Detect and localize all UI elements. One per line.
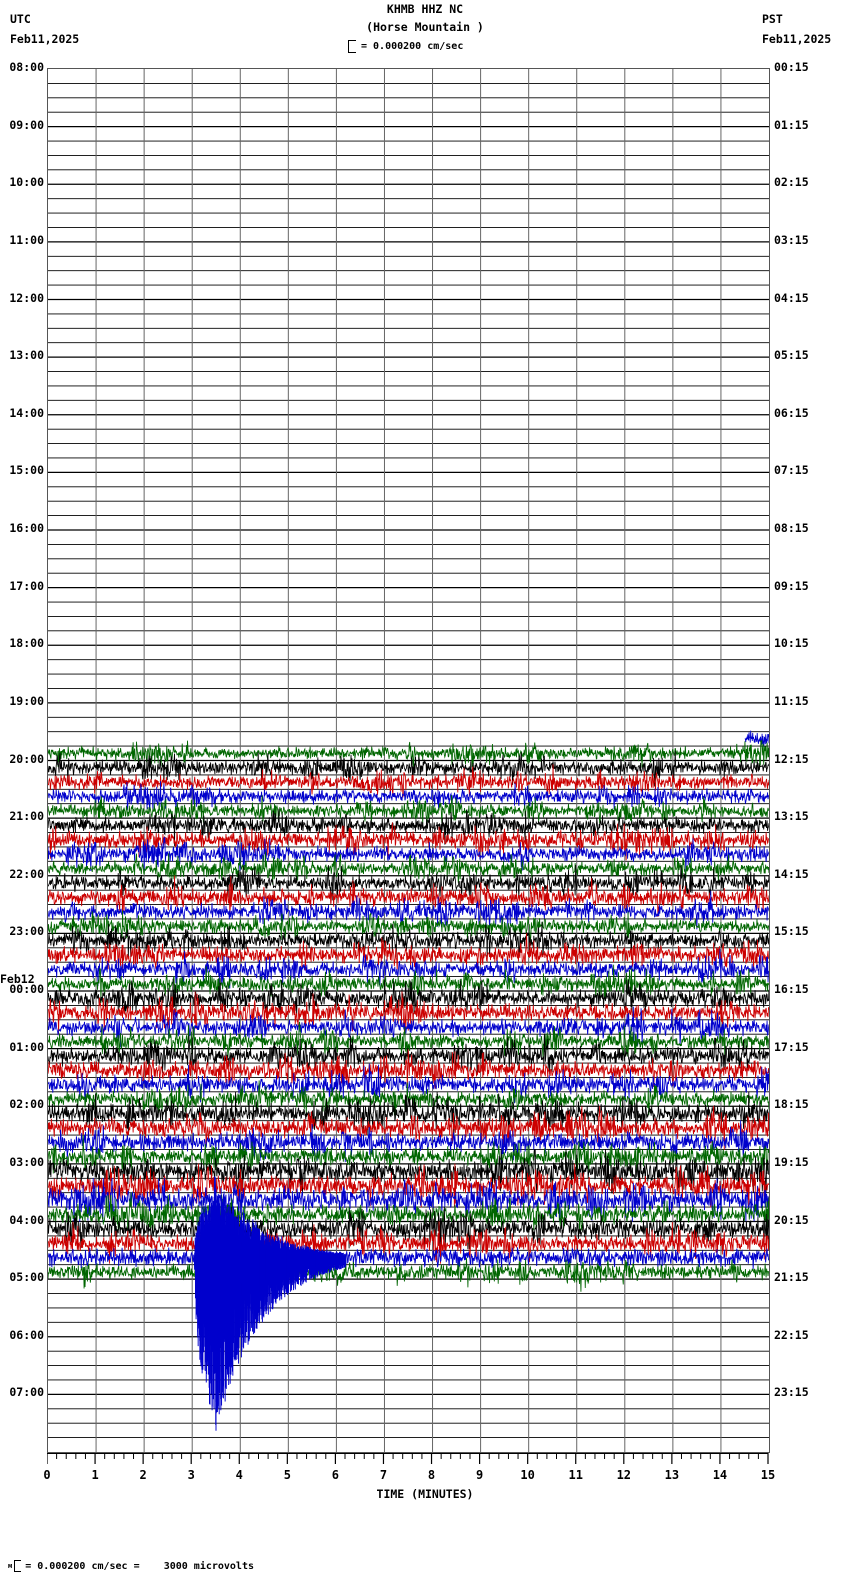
utc-hour-label: 00:00 (9, 982, 44, 996)
utc-hour-label: 02:00 (9, 1097, 44, 1112)
utc-hour-label: 18:00 (9, 636, 44, 651)
footer-text: = 0.000200 cm/sec = 3000 microvolts (25, 1560, 254, 1572)
minute-tick-label: 12 (616, 1468, 632, 1482)
utc-hour-label: 11:00 (9, 232, 44, 247)
minute-tick-label: 2 (139, 1468, 147, 1482)
pst-hour-label: 18:15 (774, 1097, 809, 1112)
scale-legend-text: = 0.000200 cm/sec (361, 40, 464, 52)
pst-hour-label: 13:15 (774, 809, 809, 824)
utc-timezone-label: UTC (10, 12, 31, 26)
station-title: KHMB HHZ NC (386, 2, 464, 16)
pst-hour-label: 04:15 (774, 290, 809, 305)
pst-date-label: Feb11,2025 (762, 32, 832, 46)
pst-hour-label: 06:15 (774, 405, 809, 420)
pst-hour-label: 16:15 (774, 982, 809, 996)
minute-tick-label: 9 (475, 1468, 484, 1482)
utc-hour-label: 22:00 (9, 866, 44, 881)
utc-hour-label: 08:00 (9, 60, 44, 74)
pst-hour-label: 19:15 (774, 1154, 809, 1169)
utc-hour-label: 04:00 (9, 1212, 44, 1227)
utc-date-label: Feb11,2025 (10, 32, 80, 46)
pst-hour-label: 00:15 (774, 60, 809, 74)
utc-hour-label: 01:00 (9, 1039, 44, 1054)
utc-hour-label: 09:00 (9, 117, 44, 132)
minute-tick-label: 4 (235, 1468, 243, 1482)
utc-hour-label: 23:00 (9, 924, 44, 939)
pst-hour-label: 08:15 (774, 521, 809, 535)
pst-hour-label: 12:15 (774, 751, 809, 766)
pst-hour-label: 20:15 (774, 1212, 809, 1227)
minute-tick-label: 15 (760, 1468, 776, 1482)
utc-hour-label: 05:00 (9, 1270, 44, 1285)
date-break-label: Feb12 (0, 972, 35, 986)
pst-hour-label: 07:15 (774, 463, 809, 478)
pst-hour-label: 01:15 (774, 117, 809, 132)
minute-tick-label: 6 (331, 1468, 339, 1482)
minute-tick-label: 0 (43, 1468, 51, 1482)
minute-tick-label: 14 (712, 1468, 728, 1482)
seismogram-plot[interactable] (47, 68, 770, 1453)
pst-timezone-label: PST (762, 12, 783, 26)
minute-tick-label: 1 (91, 1468, 99, 1482)
utc-hour-label: 14:00 (9, 405, 44, 420)
utc-hour-label: 15:00 (9, 463, 44, 478)
waveform-traces (48, 69, 769, 1452)
pst-hour-label: 03:15 (774, 232, 809, 247)
utc-hour-label: 06:00 (9, 1327, 44, 1342)
scale-bar-icon (348, 40, 356, 53)
minute-tick-label: 10 (520, 1468, 535, 1482)
utc-hour-label: 03:00 (9, 1154, 44, 1169)
utc-hour-label: 17:00 (9, 578, 44, 593)
footer-prefix-text: м (8, 1562, 13, 1570)
pst-hour-label: 10:15 (774, 636, 809, 651)
utc-hour-label: 19:00 (9, 693, 44, 708)
minute-tick-label: 13 (664, 1468, 680, 1482)
minute-tick-label: 8 (427, 1468, 436, 1482)
minute-tick-label: 5 (283, 1468, 291, 1482)
x-axis-title: TIME (MINUTES) (376, 1487, 474, 1501)
utc-hour-label: 07:00 (9, 1385, 44, 1400)
pst-hour-label: 02:15 (774, 175, 809, 190)
pst-hour-label: 21:15 (774, 1270, 809, 1285)
utc-hour-label: 20:00 (9, 751, 44, 766)
pst-hour-label: 09:15 (774, 578, 809, 593)
pst-hour-label: 14:15 (774, 866, 809, 881)
scale-legend (348, 38, 463, 54)
pst-hour-label: 23:15 (774, 1385, 809, 1400)
pst-hour-label: 11:15 (774, 693, 809, 708)
footer-scale-note (8, 1560, 254, 1572)
utc-hour-label: 12:00 (9, 290, 44, 305)
pst-hour-label: 17:15 (774, 1039, 809, 1054)
utc-hour-label: 21:00 (9, 809, 44, 824)
minute-tick-label: 11 (568, 1468, 583, 1482)
minute-tick-label: 3 (187, 1468, 195, 1482)
utc-hour-label: 13:00 (9, 348, 44, 363)
station-site-name: (Horse Mountain ) (366, 20, 484, 34)
utc-hour-label: 10:00 (9, 175, 44, 190)
scale-bar-icon (14, 1560, 21, 1572)
utc-hour-label: 16:00 (9, 521, 44, 535)
minute-tick-label: 7 (379, 1468, 388, 1482)
pst-hour-label: 05:15 (774, 348, 809, 363)
minute-ruler (47, 1453, 770, 1465)
pst-hour-label: 15:15 (774, 924, 809, 939)
pst-hour-label: 22:15 (774, 1327, 809, 1342)
